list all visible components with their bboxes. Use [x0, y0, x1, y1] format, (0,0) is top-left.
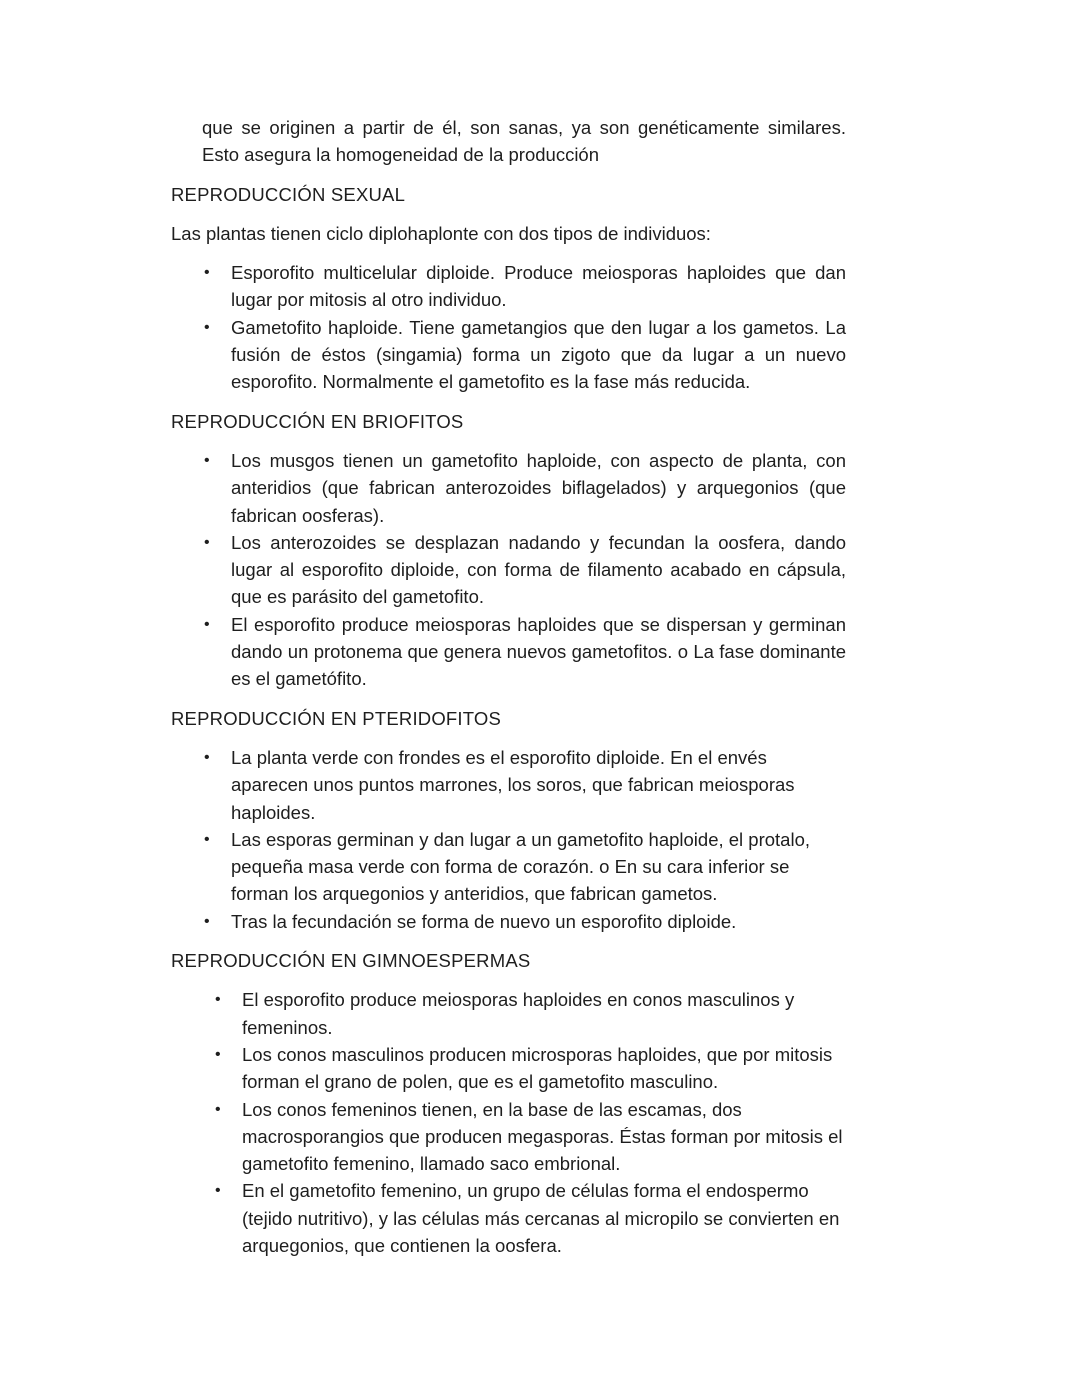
bullet-list-reproduccion-sexual	[171, 259, 846, 395]
bullet-item	[171, 447, 846, 529]
bullet-marker: •	[204, 318, 210, 336]
bullet-text: El esporofito produce meiosporas haploides que se dispersan y germinan dando un protonema que genera nuevos gametofitos. o La fase dominante es el gametófito.	[231, 613, 846, 690]
bullet-marker: •	[204, 615, 210, 633]
bullet-marker: •	[204, 748, 210, 766]
document-content	[171, 114, 846, 1271]
bullet-item	[171, 1096, 846, 1178]
bullet-item	[171, 744, 846, 826]
bullet-text: Gametofito haploide. Tiene gametangios que den lugar a los gametos. La fusión de éstos (singamia) forma un zigoto que da lugar a un nuevo esporofito. Normalmente el gametofito es la fase más reducida.	[231, 316, 846, 393]
bullet-item	[171, 611, 846, 693]
bullet-item	[171, 529, 846, 611]
bullet-marker: •	[204, 533, 210, 551]
bullet-item	[171, 1041, 846, 1096]
bullet-marker: •	[215, 1100, 221, 1118]
bullet-text: Los conos femeninos tienen, en la base de las escamas, dos macrosporangios que producen megasporas. Éstas forman por mitosis el gametofito femenino, llamado saco embrional.	[242, 1098, 843, 1175]
bullet-marker: •	[204, 451, 210, 469]
section-heading-gimnoespermas: REPRODUCCIÓN EN GIMNOESPERMAS	[171, 950, 531, 972]
intro-paragraph: que se originen a partir de él, son sanas, ya son genéticamente similares. Esto asegura la homogeneidad de la producción	[202, 117, 846, 166]
bullet-marker: •	[215, 991, 221, 1009]
bullet-list-gimnoespermas	[171, 986, 846, 1259]
bullet-item	[171, 826, 846, 908]
section-heading-briofitos: REPRODUCCIÓN EN BRIOFITOS	[171, 410, 464, 432]
bullet-text: Las esporas germinan y dan lugar a un gametofito haploide, el protalo, pequeña masa verde con forma de corazón. o En su cara inferior se forman los arquegonios y anteridios, que fabrican gametos.	[231, 828, 811, 905]
lead-paragraph: Las plantas tienen ciclo diplohaplonte con dos tipos de individuos:	[171, 222, 711, 244]
bullet-item	[171, 314, 846, 396]
bullet-text: Los anterozoides se desplazan nadando y fecundan la oosfera, dando lugar al esporofito diploide, con forma de filamento acabado en cápsula, que es parásito del gametofito.	[231, 531, 846, 608]
bullet-marker: •	[204, 264, 210, 282]
bullet-item	[171, 986, 846, 1041]
bullet-list-briofitos	[171, 447, 846, 693]
bullet-marker: •	[204, 830, 210, 848]
bullet-marker: •	[215, 1182, 221, 1200]
bullet-text: Los musgos tienen un gametofito haploide, con aspecto de planta, con anteridios (que fabrican anterozoides biflagelados) y arquegonios (que fabrican oosferas).	[231, 449, 846, 526]
bullet-list-pteridofitos	[171, 744, 846, 935]
bullet-text: La planta verde con frondes es el esporofito diploide. En el envés aparecen unos puntos marrones, los soros, que fabrican meiosporas haploides.	[231, 746, 795, 823]
section-heading-pteridofitos: REPRODUCCIÓN EN PTERIDOFITOS	[171, 707, 502, 729]
section-heading-reproduccion-sexual: REPRODUCCIÓN SEXUAL	[171, 183, 406, 205]
bullet-text: Esporofito multicelular diploide. Produce meiosporas haploides que dan lugar por mitosis al otro individuo.	[231, 262, 846, 311]
bullet-marker: •	[204, 912, 210, 930]
bullet-item	[171, 908, 846, 935]
bullet-text: En el gametofito femenino, un grupo de células forma el endospermo (tejido nutritivo), y las células más cercanas al micropilo se convierten en arquegonios, que contienen la oosfera.	[242, 1180, 840, 1256]
bullet-text: Los conos masculinos producen microsporas haploides, que por mitosis forman el grano de polen, que es el gametofito masculino.	[242, 1043, 833, 1093]
bullet-text: Tras la fecundación se forma de nuevo un esporofito diploide.	[231, 910, 737, 932]
bullet-item	[171, 259, 846, 314]
bullet-item	[171, 1177, 846, 1259]
bullet-text: El esporofito produce meiosporas haploides en conos masculinos y femeninos.	[242, 989, 795, 1038]
bullet-marker: •	[215, 1045, 221, 1063]
